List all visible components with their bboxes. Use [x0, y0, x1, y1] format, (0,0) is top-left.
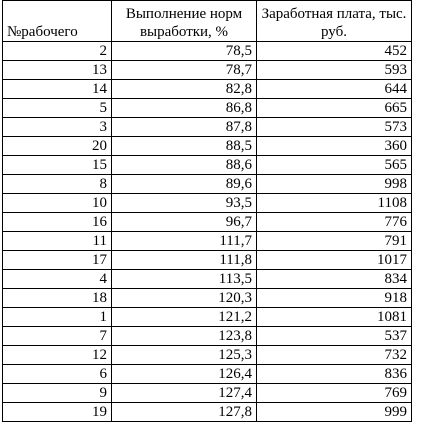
table-row — [3, 270, 412, 289]
cell-salary: 732 — [257, 346, 412, 365]
cell-norm-fulfillment: 78,5 — [112, 42, 257, 61]
cell-worker-number: 15 — [3, 156, 112, 175]
cell-worker-number: 10 — [3, 194, 112, 213]
cell-salary: 769 — [257, 384, 412, 403]
cell-norm-fulfillment: 121,2 — [112, 308, 257, 327]
cell-norm-fulfillment: 93,5 — [112, 194, 257, 213]
table-row — [3, 384, 412, 403]
header-norm-fulfillment: Выполнение норм выработки, % — [112, 1, 257, 42]
table-row — [3, 42, 412, 61]
table-row — [3, 308, 412, 327]
cell-worker-number: 18 — [3, 289, 112, 308]
cell-worker-number: 19 — [3, 403, 112, 422]
cell-norm-fulfillment: 96,7 — [112, 213, 257, 232]
table-row — [3, 80, 412, 99]
cell-worker-number: 4 — [3, 270, 112, 289]
cell-norm-fulfillment: 86,8 — [112, 99, 257, 118]
cell-norm-fulfillment: 125,3 — [112, 346, 257, 365]
workers-table — [2, 0, 412, 422]
cell-norm-fulfillment: 87,8 — [112, 118, 257, 137]
cell-salary: 998 — [257, 175, 412, 194]
table-row — [3, 289, 412, 308]
cell-norm-fulfillment: 78,7 — [112, 61, 257, 80]
cell-salary: 791 — [257, 232, 412, 251]
header-worker-number: №рабочего — [3, 1, 112, 42]
cell-worker-number: 7 — [3, 327, 112, 346]
table-row — [3, 365, 412, 384]
cell-worker-number: 14 — [3, 80, 112, 99]
cell-worker-number: 11 — [3, 232, 112, 251]
cell-norm-fulfillment: 127,4 — [112, 384, 257, 403]
cell-norm-fulfillment: 111,7 — [112, 232, 257, 251]
cell-worker-number: 3 — [3, 118, 112, 137]
cell-norm-fulfillment: 126,4 — [112, 365, 257, 384]
table-row — [3, 251, 412, 270]
table-row — [3, 403, 412, 422]
cell-worker-number: 1 — [3, 308, 112, 327]
cell-worker-number: 13 — [3, 61, 112, 80]
cell-salary: 593 — [257, 61, 412, 80]
table-row — [3, 61, 412, 80]
table-row — [3, 346, 412, 365]
cell-norm-fulfillment: 111,8 — [112, 251, 257, 270]
cell-norm-fulfillment: 82,8 — [112, 80, 257, 99]
table-row — [3, 194, 412, 213]
cell-norm-fulfillment: 113,5 — [112, 270, 257, 289]
cell-norm-fulfillment: 123,8 — [112, 327, 257, 346]
cell-norm-fulfillment: 88,6 — [112, 156, 257, 175]
cell-salary: 836 — [257, 365, 412, 384]
cell-salary: 665 — [257, 99, 412, 118]
cell-salary: 644 — [257, 80, 412, 99]
cell-worker-number: 2 — [3, 42, 112, 61]
table-row — [3, 327, 412, 346]
cell-salary: 452 — [257, 42, 412, 61]
cell-worker-number: 6 — [3, 365, 112, 384]
cell-salary: 999 — [257, 403, 412, 422]
table-header-row — [3, 1, 412, 42]
cell-norm-fulfillment: 120,3 — [112, 289, 257, 308]
table-row — [3, 118, 412, 137]
cell-norm-fulfillment: 89,6 — [112, 175, 257, 194]
cell-salary: 776 — [257, 213, 412, 232]
cell-salary: 573 — [257, 118, 412, 137]
cell-salary: 1108 — [257, 194, 412, 213]
cell-worker-number: 20 — [3, 137, 112, 156]
cell-salary: 834 — [257, 270, 412, 289]
cell-worker-number: 5 — [3, 99, 112, 118]
cell-worker-number: 17 — [3, 251, 112, 270]
table-row — [3, 175, 412, 194]
table-row — [3, 232, 412, 251]
data-table-container — [2, 0, 412, 422]
header-salary: Заработная плата, тыс. руб. — [257, 1, 412, 42]
cell-salary: 537 — [257, 327, 412, 346]
cell-worker-number: 9 — [3, 384, 112, 403]
cell-worker-number: 12 — [3, 346, 112, 365]
table-row — [3, 213, 412, 232]
cell-salary: 1081 — [257, 308, 412, 327]
cell-norm-fulfillment: 127,8 — [112, 403, 257, 422]
cell-salary: 1017 — [257, 251, 412, 270]
cell-norm-fulfillment: 88,5 — [112, 137, 257, 156]
cell-salary: 565 — [257, 156, 412, 175]
cell-salary: 918 — [257, 289, 412, 308]
table-row — [3, 156, 412, 175]
table-row — [3, 99, 412, 118]
cell-worker-number: 8 — [3, 175, 112, 194]
table-body — [3, 42, 412, 422]
cell-worker-number: 16 — [3, 213, 112, 232]
table-row — [3, 137, 412, 156]
cell-salary: 360 — [257, 137, 412, 156]
